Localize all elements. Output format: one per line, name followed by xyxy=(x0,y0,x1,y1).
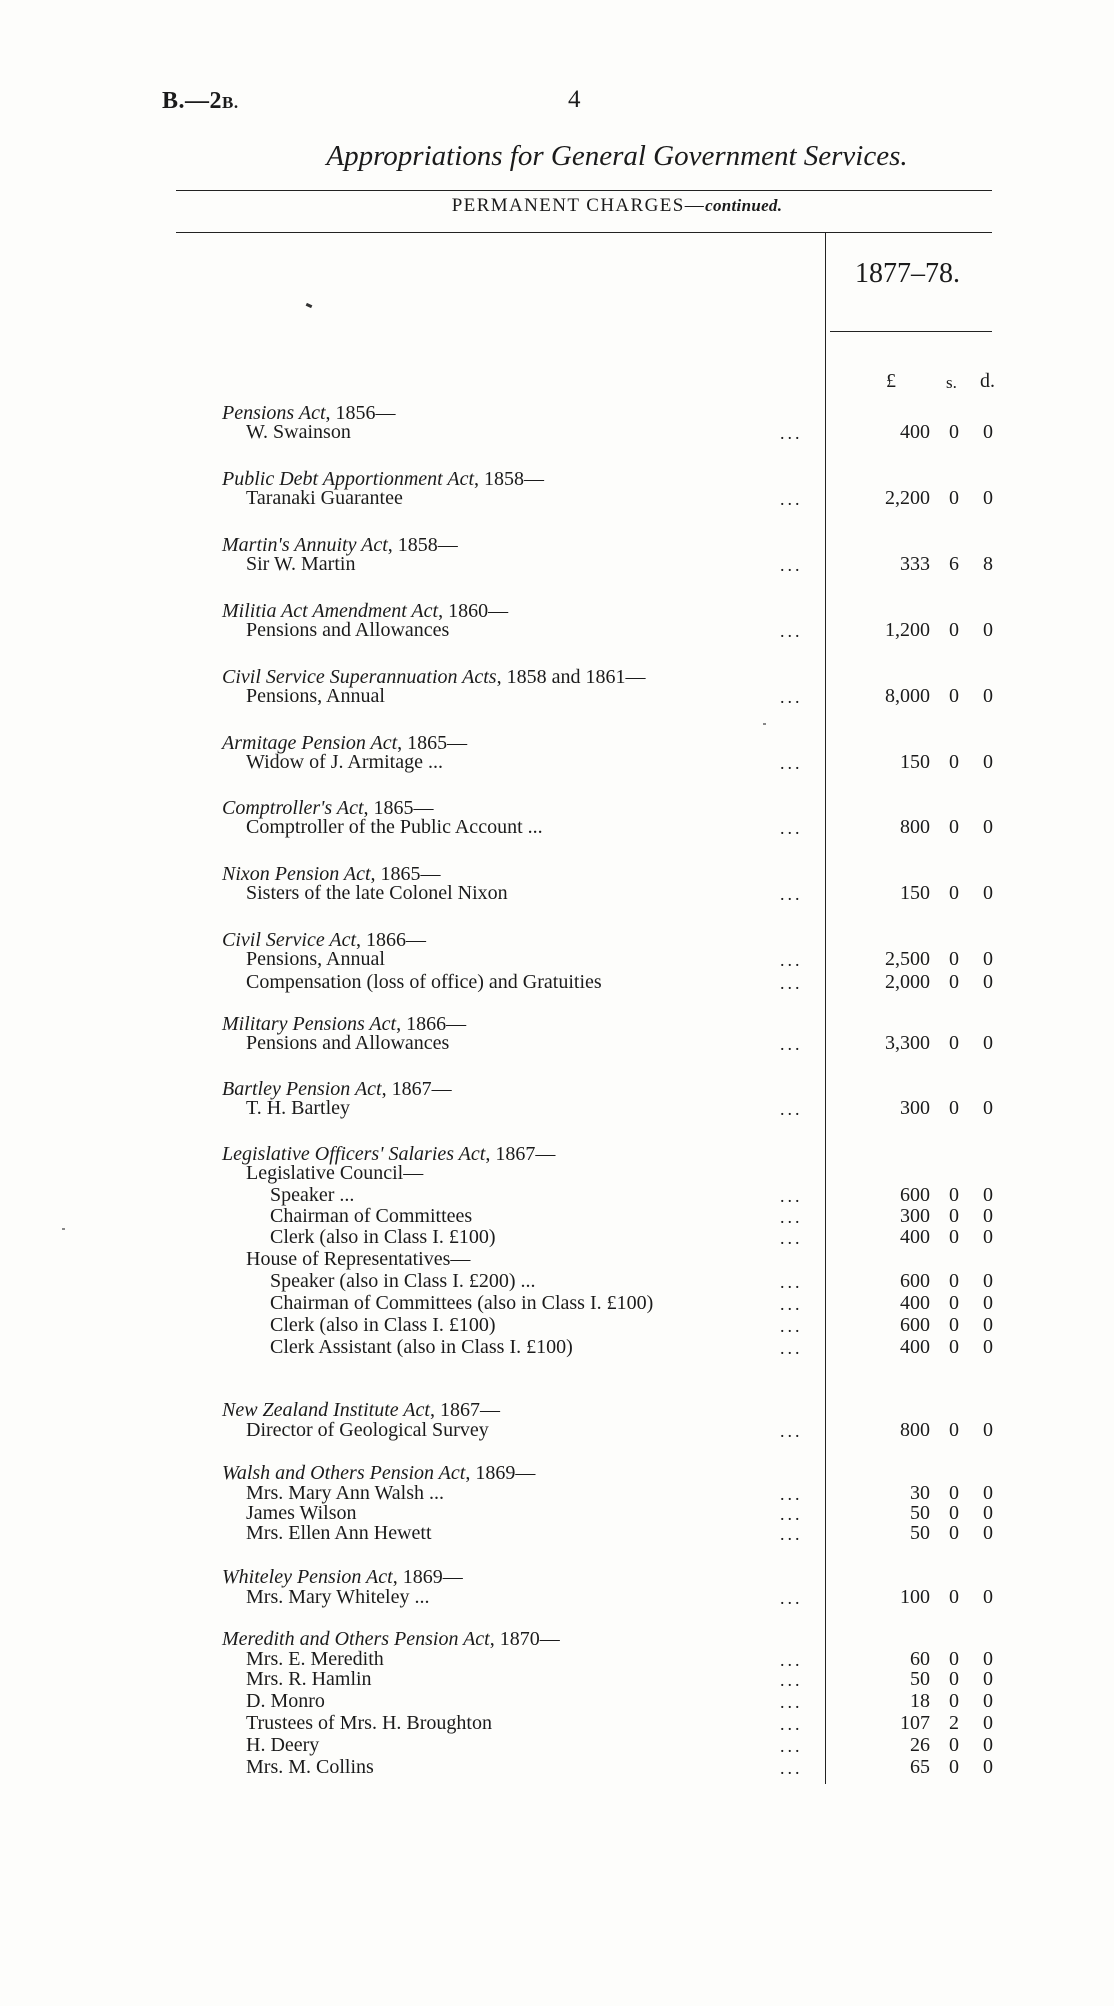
leader-dots: ... xyxy=(780,1272,803,1292)
item-label: Mrs. E. Meredith xyxy=(246,1648,384,1670)
amount-shillings: 0 xyxy=(949,971,959,993)
amount-pounds: 333 xyxy=(900,553,930,575)
amount-pounds: 2,000 xyxy=(885,971,930,993)
amount-pounds: 50 xyxy=(910,1668,930,1690)
amount-pence: 8 xyxy=(983,553,993,575)
amount-shillings: 0 xyxy=(949,1419,959,1441)
amount-pence: 0 xyxy=(983,421,993,443)
item-label: Widow of J. Armitage ... xyxy=(246,751,443,773)
amount-pence: 0 xyxy=(983,1482,993,1504)
amount-pounds: 600 xyxy=(900,1184,930,1206)
amount-pence: 0 xyxy=(983,882,993,904)
amount-shillings: 0 xyxy=(949,1522,959,1544)
leader-dots: ... xyxy=(780,1524,803,1544)
amount-pounds: 2,200 xyxy=(885,487,930,509)
item-label: H. Deery xyxy=(246,1734,320,1756)
header-rule xyxy=(176,232,992,233)
amount-pounds: 60 xyxy=(910,1648,930,1670)
amount-pounds: 400 xyxy=(900,1336,930,1358)
amount-pounds: 400 xyxy=(900,1226,930,1248)
act-heading: Militia Act Amendment Act, 1860— xyxy=(222,600,509,622)
amount-pounds: 600 xyxy=(900,1314,930,1336)
amount-pence: 0 xyxy=(983,1522,993,1544)
amount-pence: 0 xyxy=(983,685,993,707)
act-heading: Civil Service Act, 1866— xyxy=(222,929,427,951)
amount-pence: 0 xyxy=(983,1648,993,1670)
shillings-heading: s. xyxy=(946,373,957,392)
amount-shillings: 0 xyxy=(949,1097,959,1119)
column-divider xyxy=(825,232,826,1784)
item-label: Trustees of Mrs. H. Broughton xyxy=(246,1712,492,1734)
leader-dots: ... xyxy=(780,1099,803,1119)
act-heading: Walsh and Others Pension Act, 1869— xyxy=(222,1462,536,1484)
act-heading: Armitage Pension Act, 1865— xyxy=(222,732,468,754)
amount-pounds: 65 xyxy=(910,1756,930,1778)
amount-shillings: 0 xyxy=(949,882,959,904)
act-heading: Whiteley Pension Act, 1869— xyxy=(222,1566,463,1588)
amount-shillings: 0 xyxy=(949,1314,959,1336)
amount-shillings: 0 xyxy=(949,421,959,443)
amount-pounds: 400 xyxy=(900,1292,930,1314)
leader-dots: ... xyxy=(780,884,803,904)
item-label: James Wilson xyxy=(246,1502,357,1524)
item-label: Mrs. M. Collins xyxy=(246,1756,374,1778)
item-label: Speaker (also in Class I. £200) ... xyxy=(270,1270,536,1292)
print-mark xyxy=(306,303,313,308)
amount-shillings: 0 xyxy=(949,1502,959,1524)
item-label: D. Monro xyxy=(246,1690,325,1712)
amount-shillings: 0 xyxy=(949,619,959,641)
item-label: Pensions and Allowances xyxy=(246,1032,450,1054)
item-label: Taranaki Guarantee xyxy=(246,487,403,509)
leader-dots: ... xyxy=(780,1228,803,1248)
act-heading: Pensions Act, 1856— xyxy=(222,402,396,424)
item-label: Director of Geological Survey xyxy=(246,1419,489,1441)
subgroup-heading: Legislative Council— xyxy=(246,1162,424,1184)
leader-dots: ... xyxy=(780,687,803,707)
title-rule xyxy=(176,190,992,191)
amount-shillings: 0 xyxy=(949,1336,959,1358)
leader-dots: ... xyxy=(780,1034,803,1054)
item-label: Pensions, Annual xyxy=(246,948,385,970)
amount-pence: 0 xyxy=(983,948,993,970)
amount-pence: 0 xyxy=(983,1336,993,1358)
amount-shillings: 6 xyxy=(949,553,959,575)
amount-pence: 0 xyxy=(983,971,993,993)
amount-pence: 0 xyxy=(983,619,993,641)
act-heading: Military Pensions Act, 1866— xyxy=(222,1013,467,1035)
amount-shillings: 0 xyxy=(949,1648,959,1670)
amount-shillings: 0 xyxy=(949,487,959,509)
leader-dots: ... xyxy=(780,1758,803,1778)
leader-dots: ... xyxy=(780,950,803,970)
amount-pounds: 1,200 xyxy=(885,619,930,641)
item-label: Clerk (also in Class I. £100) xyxy=(270,1314,496,1336)
item-label: Clerk (also in Class I. £100) xyxy=(270,1226,496,1248)
act-heading: Public Debt Apportionment Act, 1858— xyxy=(222,468,545,490)
amount-pence: 0 xyxy=(983,816,993,838)
year-heading: 1877–78. xyxy=(855,258,960,289)
amount-shillings: 0 xyxy=(949,1032,959,1054)
leader-dots: ... xyxy=(780,1294,803,1314)
amount-pence: 0 xyxy=(983,1292,993,1314)
leader-dots: ... xyxy=(780,973,803,993)
leader-dots: ... xyxy=(780,489,803,509)
amount-pence: 0 xyxy=(983,1205,993,1227)
amount-pounds: 2,500 xyxy=(885,948,930,970)
item-label: Speaker ... xyxy=(270,1184,355,1206)
leader-dots: ... xyxy=(780,1316,803,1336)
item-label: Mrs. R. Hamlin xyxy=(246,1668,372,1690)
subgroup-heading: House of Representatives— xyxy=(246,1248,471,1270)
item-label: Compensation (loss of office) and Gratuities xyxy=(246,971,602,993)
act-heading: Legislative Officers' Salaries Act, 1867— xyxy=(222,1143,556,1165)
amount-shillings: 0 xyxy=(949,685,959,707)
item-label: Comptroller of the Public Account ... xyxy=(246,816,543,838)
amount-pence: 0 xyxy=(983,487,993,509)
section-subtitle: PERMANENT CHARGES—continued. xyxy=(451,195,783,216)
item-label: Sir W. Martin xyxy=(246,553,356,575)
amount-pounds: 300 xyxy=(900,1205,930,1227)
amount-pence: 0 xyxy=(983,1586,993,1608)
page-title: Appropriations for General Government Services. xyxy=(326,140,908,172)
act-heading: Nixon Pension Act, 1865— xyxy=(222,863,441,885)
amount-pounds: 600 xyxy=(900,1270,930,1292)
item-label: T. H. Bartley xyxy=(246,1097,351,1119)
act-heading: Civil Service Superannuation Acts, 1858 and 1861— xyxy=(222,666,646,688)
amount-pounds: 30 xyxy=(910,1482,930,1504)
amount-pounds: 18 xyxy=(910,1690,930,1712)
amount-pence: 0 xyxy=(983,1032,993,1054)
amount-pence: 0 xyxy=(983,1668,993,1690)
amount-pence: 0 xyxy=(983,1184,993,1206)
item-label: Chairman of Committees (also in Class I. £100) xyxy=(270,1292,654,1314)
amount-shillings: 0 xyxy=(949,751,959,773)
amount-pounds: 150 xyxy=(900,751,930,773)
amount-pounds: 100 xyxy=(900,1586,930,1608)
amount-pounds: 26 xyxy=(910,1734,930,1756)
item-label: Pensions and Allowances xyxy=(246,619,450,641)
scan-speck xyxy=(763,723,766,725)
scan-speck xyxy=(62,1228,65,1230)
amount-pence: 0 xyxy=(983,1270,993,1292)
amount-shillings: 0 xyxy=(949,1586,959,1608)
item-label: Chairman of Committees xyxy=(270,1205,473,1227)
act-heading: Comptroller's Act, 1865— xyxy=(222,797,434,819)
item-label: Mrs. Ellen Ann Hewett xyxy=(246,1522,432,1544)
item-label: W. Swainson xyxy=(246,421,351,443)
pounds-heading: £ xyxy=(886,370,896,392)
amount-shillings: 0 xyxy=(949,1292,959,1314)
amount-shillings: 2 xyxy=(949,1712,959,1734)
amount-pence: 0 xyxy=(983,1756,993,1778)
leader-dots: ... xyxy=(780,1421,803,1441)
leader-dots: ... xyxy=(780,555,803,575)
leader-dots: ... xyxy=(780,818,803,838)
leader-dots: ... xyxy=(780,1338,803,1358)
amount-pounds: 800 xyxy=(900,816,930,838)
leader-dots: ... xyxy=(780,1692,803,1712)
amount-pounds: 800 xyxy=(900,1419,930,1441)
leader-dots: ... xyxy=(780,1714,803,1734)
pence-heading: d. xyxy=(980,370,995,392)
amount-pence: 0 xyxy=(983,1314,993,1336)
leader-dots: ... xyxy=(780,1588,803,1608)
act-heading: Martin's Annuity Act, 1858— xyxy=(222,534,458,556)
leader-dots: ... xyxy=(780,1186,803,1206)
leader-dots: ... xyxy=(780,1736,803,1756)
amount-shillings: 0 xyxy=(949,1668,959,1690)
page-number: 4 xyxy=(568,86,581,113)
amount-shillings: 0 xyxy=(949,1690,959,1712)
amount-shillings: 0 xyxy=(949,1226,959,1248)
item-label: Mrs. Mary Ann Walsh ... xyxy=(246,1482,445,1504)
amount-pence: 0 xyxy=(983,1712,993,1734)
item-label: Pensions, Annual xyxy=(246,685,385,707)
year-rule xyxy=(830,331,992,332)
leader-dots: ... xyxy=(780,1207,803,1227)
leader-dots: ... xyxy=(780,1650,803,1670)
leader-dots: ... xyxy=(780,1484,803,1504)
amount-shillings: 0 xyxy=(949,948,959,970)
amount-shillings: 0 xyxy=(949,1270,959,1292)
amount-pence: 0 xyxy=(983,1690,993,1712)
document-reference: B.—2B. xyxy=(162,88,239,114)
item-label: Mrs. Mary Whiteley ... xyxy=(246,1586,430,1608)
leader-dots: ... xyxy=(780,753,803,773)
amount-pounds: 107 xyxy=(900,1712,930,1734)
amount-pence: 0 xyxy=(983,1502,993,1524)
item-label: Sisters of the late Colonel Nixon xyxy=(246,882,508,904)
amount-pence: 0 xyxy=(983,1734,993,1756)
amount-shillings: 0 xyxy=(949,816,959,838)
amount-pounds: 400 xyxy=(900,421,930,443)
amount-pounds: 300 xyxy=(900,1097,930,1119)
leader-dots: ... xyxy=(780,423,803,443)
amount-shillings: 0 xyxy=(949,1205,959,1227)
amount-pounds: 8,000 xyxy=(885,685,930,707)
amount-pounds: 50 xyxy=(910,1502,930,1524)
amount-shillings: 0 xyxy=(949,1482,959,1504)
amount-pence: 0 xyxy=(983,751,993,773)
act-heading: New Zealand Institute Act, 1867— xyxy=(222,1399,500,1421)
amount-shillings: 0 xyxy=(949,1756,959,1778)
amount-shillings: 0 xyxy=(949,1184,959,1206)
leader-dots: ... xyxy=(780,1670,803,1690)
amount-pence: 0 xyxy=(983,1097,993,1119)
amount-pounds: 50 xyxy=(910,1522,930,1544)
amount-pounds: 150 xyxy=(900,882,930,904)
leader-dots: ... xyxy=(780,1504,803,1524)
amount-pounds: 3,300 xyxy=(885,1032,930,1054)
amount-shillings: 0 xyxy=(949,1734,959,1756)
amount-pence: 0 xyxy=(983,1226,993,1248)
leader-dots: ... xyxy=(780,621,803,641)
item-label: Clerk Assistant (also in Class I. £100) xyxy=(270,1336,573,1358)
amount-pence: 0 xyxy=(983,1419,993,1441)
act-heading: Bartley Pension Act, 1867— xyxy=(222,1078,452,1100)
act-heading: Meredith and Others Pension Act, 1870— xyxy=(222,1628,560,1650)
